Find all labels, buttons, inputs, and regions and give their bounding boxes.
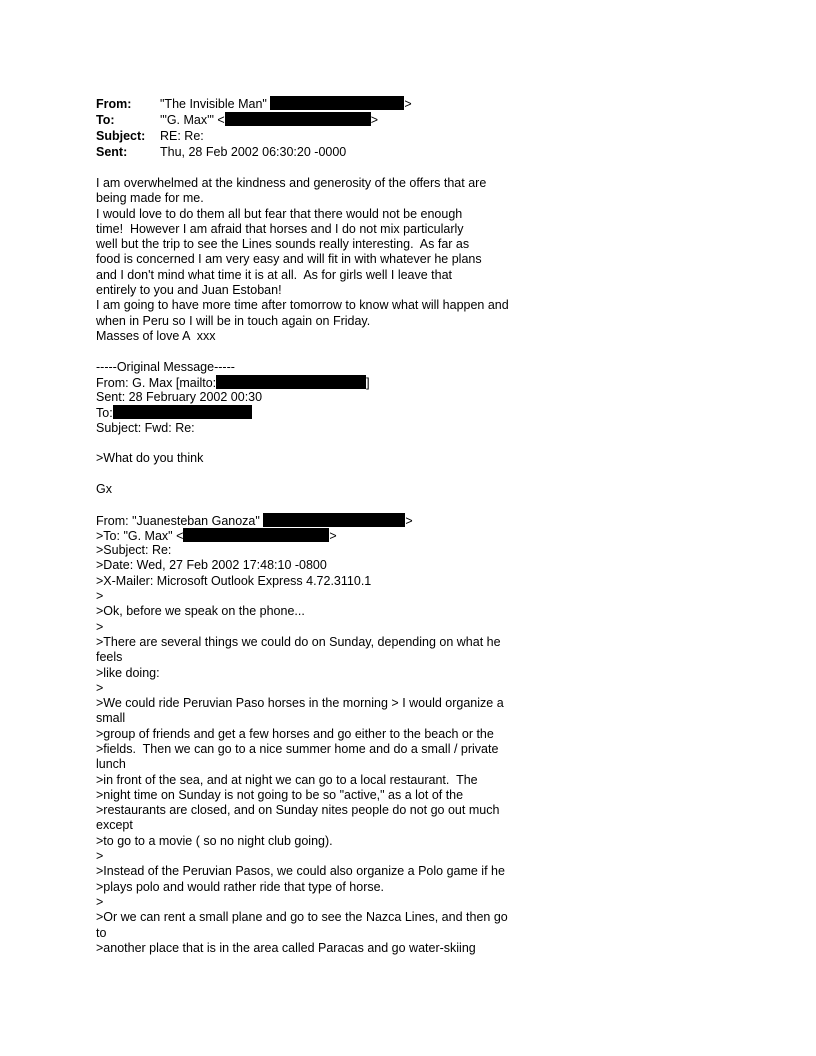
forwarded-to: >To: "G. Max" < > <box>96 528 337 543</box>
forwarded-line: > <box>96 680 104 695</box>
original-question: >What do you think <box>96 451 204 466</box>
sent-value: Thu, 28 Feb 2002 06:30:20 -0000 <box>160 145 347 159</box>
to-value: '"G. Max'" < > <box>160 113 379 127</box>
message-body <box>96 176 546 344</box>
forwarded-line: except <box>96 818 133 833</box>
forwarded-line: >We could ride Peruvian Paso horses in the morning > I would organize a <box>96 696 504 711</box>
forwarded-line: >restaurants are closed, and on Sunday nites people do not go out much <box>96 803 500 818</box>
redaction-bar <box>225 112 371 126</box>
original-subject: Subject: Fwd: Re: <box>96 420 195 435</box>
forwarded-line: feels <box>96 650 123 665</box>
from-value: "The Invisible Man" > <box>160 97 412 111</box>
original-divider: -----Original Message----- <box>96 359 235 374</box>
forwarded-line: >Instead of the Peruvian Pasos, we could also organize a Polo game if he <box>96 864 505 879</box>
body-line: time! However I am afraid that horses and I do not mix particularly <box>96 221 464 236</box>
forwarded-line: >fields. Then we can go to a nice summer home and do a small / private <box>96 741 499 756</box>
forwarded-line: >in front of the sea, and at night we can go to a local restaurant. The <box>96 772 478 787</box>
body-line: well but the trip to see the Lines sounds really interesting. As far as <box>96 237 470 252</box>
redaction-bar <box>263 513 405 527</box>
forwarded-line: >There are several things we could do on Sunday, depending on what he <box>96 634 501 649</box>
forwarded-line: >group of friends and get a few horses and go either to the beach or the <box>96 726 494 741</box>
forwarded-line: >to go to a movie ( so no night club going). <box>96 833 333 848</box>
forwarded-line: >Date: Wed, 27 Feb 2002 17:48:10 -0800 <box>96 558 327 573</box>
forwarded-line: >X-Mailer: Microsoft Outlook Express 4.72.3110.1 <box>96 573 372 588</box>
body-line: being made for me. <box>96 191 204 206</box>
redaction-bar <box>183 528 329 542</box>
forwarded-line: > <box>96 894 104 909</box>
forwarded-body <box>96 543 546 956</box>
forwarded-message <box>96 513 546 957</box>
email-document <box>96 96 546 956</box>
header-subject-row <box>96 128 546 144</box>
forwarded-line: >like doing: <box>96 665 160 680</box>
forwarded-line: small <box>96 711 126 726</box>
forwarded-from: From: "Juanesteban Ganoza" > <box>96 513 413 528</box>
body-line: and I don't mind what time it is at all. As for girls well I leave that <box>96 267 453 282</box>
original-message <box>96 360 546 513</box>
original-from: From: G. Max [mailto: ] <box>96 375 370 390</box>
header-to-row <box>96 112 546 128</box>
forwarded-line: > <box>96 619 104 634</box>
redaction-bar <box>270 96 404 110</box>
header-from-row <box>96 96 546 112</box>
redaction-bar <box>113 405 252 419</box>
original-signoff: Gx <box>96 481 112 496</box>
forwarded-line: >night time on Sunday is not going to be so "active," as a lot of the <box>96 787 464 802</box>
from-label: From: <box>96 97 132 111</box>
subject-label: Subject: <box>96 129 146 143</box>
forwarded-line: >Ok, before we speak on the phone... <box>96 604 305 619</box>
body-line: I am overwhelmed at the kindness and generosity of the offers that are <box>96 176 487 190</box>
subject-value: RE: Re: <box>160 129 204 143</box>
body-line: when in Peru so I will be in touch again on Friday. <box>96 313 371 328</box>
to-label: To: <box>96 113 115 127</box>
forwarded-line: >another place that is in the area called Paracas and go water-skiing <box>96 940 476 955</box>
body-line: entirely to you and Juan Estoban! <box>96 283 282 298</box>
forwarded-line: to <box>96 925 107 940</box>
forwarded-line: >plays polo and would rather ride that type of horse. <box>96 879 385 894</box>
body-line: I would love to do them all but fear that there would not be enough <box>96 206 463 221</box>
forwarded-line: > <box>96 849 104 864</box>
forwarded-line: > <box>96 589 104 604</box>
header-sent-row <box>96 144 546 160</box>
body-line: food is concerned I am very easy and will fit in with whatever he plans <box>96 252 482 267</box>
sent-label: Sent: <box>96 145 128 159</box>
body-line: I am going to have more time after tomorrow to know what will happen and <box>96 298 509 313</box>
forwarded-line: >Subject: Re: <box>96 543 172 558</box>
body-line: Masses of love A xxx <box>96 328 216 343</box>
email-header <box>96 96 546 160</box>
original-to: To: <box>96 405 546 420</box>
redaction-bar <box>216 375 366 389</box>
forwarded-line: lunch <box>96 757 126 772</box>
forwarded-line: >Or we can rent a small plane and go to see the Nazca Lines, and then go <box>96 910 508 925</box>
original-sent: Sent: 28 February 2002 00:30 <box>96 390 263 405</box>
